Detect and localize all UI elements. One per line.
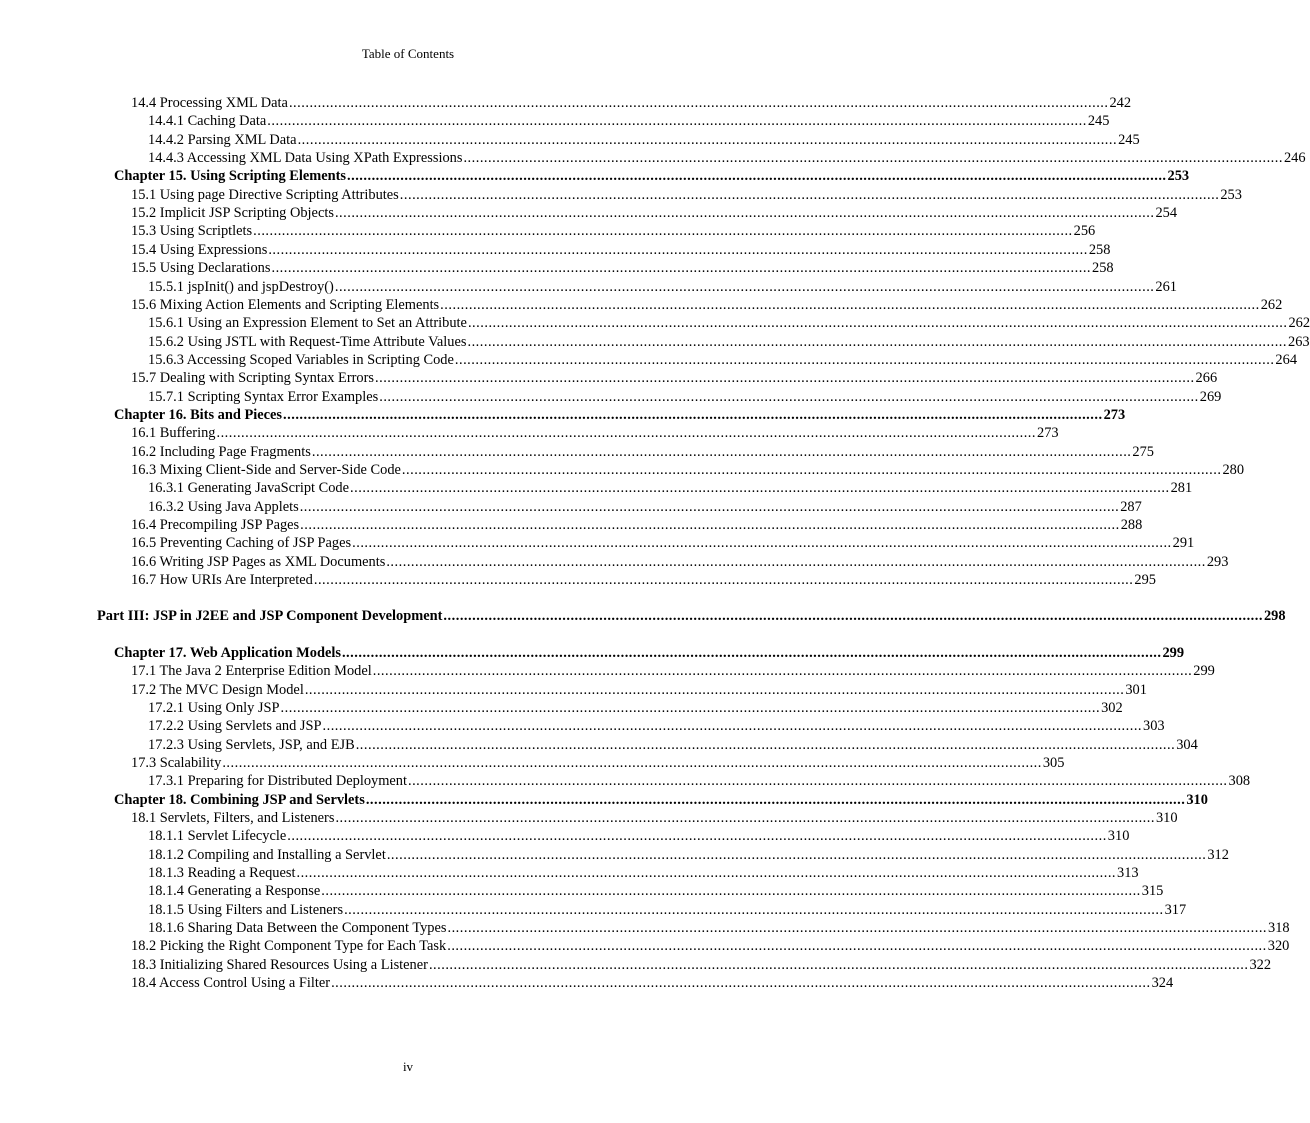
toc-entry-title: 14.4.1 Caching Data (148, 113, 267, 129)
toc-entry-title: 18.1.3 Reading a Request (148, 865, 296, 881)
toc-entry-page: 261 (1155, 279, 1177, 295)
toc-entry[interactable] (131, 534, 1195, 552)
toc-entry-title: 18.1.2 Compiling and Installing a Servlet (148, 847, 386, 863)
toc-dot-leader: ........................................................................................................................................................................................................ (267, 113, 1087, 129)
toc-entry-title: 18.3 Initializing Shared Resources Using a Listener (131, 957, 428, 973)
toc-entry-title: Chapter 18. Combining JSP and Servlets (114, 792, 365, 808)
toc-entry-page: 273 (1037, 425, 1059, 441)
toc-entry-page: 299 (1193, 663, 1215, 679)
toc-entry-page: 263 (1288, 334, 1310, 350)
toc-entry-title: 15.6 Mixing Action Elements and Scripting Elements (131, 297, 440, 313)
toc-entry[interactable] (131, 222, 1096, 240)
toc-entry[interactable] (131, 571, 1156, 589)
toc-dot-leader: ........................................................................................................................................................................................................ (352, 535, 1172, 551)
toc-entry[interactable] (131, 94, 1132, 112)
toc-entry-title: 16.3.1 Generating JavaScript Code (148, 480, 350, 496)
toc-entry-title: 15.4 Using Expressions (131, 242, 268, 258)
toc-entry-title: Part III: JSP in J2EE and JSP Component Development (97, 608, 443, 624)
toc-entry[interactable] (131, 974, 1174, 992)
toc-entry[interactable] (131, 424, 1059, 442)
toc-entry-title: 16.4 Precompiling JSP Pages (131, 517, 300, 533)
toc-dot-leader: ........................................................................................................................................................................................................ (447, 938, 1267, 954)
toc-entry-page: 264 (1275, 352, 1298, 368)
toc-entry-page: 258 (1092, 260, 1114, 276)
toc-dot-leader: ........................................................................................................................................................................................................ (271, 260, 1092, 276)
toc-entry-page: 324 (1151, 975, 1174, 991)
toc-dot-leader: ........................................................................................................................................................................................................ (322, 718, 1143, 734)
toc-entry-page: 315 (1141, 883, 1164, 899)
toc-entry[interactable] (148, 864, 1139, 882)
toc-entry[interactable] (131, 662, 1215, 680)
toc-dot-leader: ........................................................................................................................................................................................................ (313, 572, 1134, 588)
toc-entry[interactable] (148, 772, 1251, 790)
toc-entry[interactable] (131, 369, 1218, 387)
toc-dot-leader: ........................................................................................................................................................................................................ (372, 663, 1193, 679)
toc-entry-page: 287 (1120, 499, 1142, 515)
toc-entry-page: 298 (1263, 608, 1286, 624)
toc-dot-leader: ........................................................................................................................................................................................................ (386, 554, 1206, 570)
toc-entry[interactable] (131, 754, 1065, 772)
toc-entry-page: 266 (1195, 370, 1218, 386)
toc-entry-title: 16.2 Including Page Fragments (131, 444, 311, 460)
toc-entry-page: 310 (1186, 792, 1208, 808)
toc-entry[interactable] (148, 112, 1110, 130)
toc-dot-leader: ........................................................................................................................................................................................................ (447, 920, 1268, 936)
toc-entry-page: 262 (1260, 297, 1283, 313)
toc-entry-page: 253 (1167, 168, 1190, 184)
page-number: iv (402, 1059, 414, 1074)
toc-entry-page: 318 (1268, 920, 1290, 936)
toc-entry-page: 256 (1073, 223, 1096, 239)
toc-entry-page: 242 (1109, 95, 1132, 111)
toc-entry-title: 17.2.3 Using Servlets, JSP, and EJB (148, 737, 355, 753)
toc-entry[interactable] (148, 846, 1229, 864)
toc-entry-title: 17.1 The Java 2 Enterprise Edition Model (131, 663, 372, 679)
toc-dot-leader: ........................................................................................................................................................................................................ (347, 168, 1167, 184)
toc-entry[interactable] (148, 827, 1130, 845)
toc-entry-title: 16.3.2 Using Java Applets (148, 499, 299, 515)
toc-dot-leader: ........................................................................................................................................................................................................ (350, 480, 1170, 496)
toc-entry[interactable] (148, 882, 1164, 900)
toc-entry[interactable] (148, 333, 1310, 351)
toc-entry-page: 269 (1199, 389, 1222, 405)
toc-entry-page: 301 (1125, 682, 1147, 698)
toc-dot-leader: ........................................................................................................................................................................................................ (297, 132, 1118, 148)
toc-entry-title: 15.6.2 Using JSTL with Request-Time Attribute Values (148, 334, 467, 350)
toc-dot-leader: ........................................................................................................................................................................................................ (304, 682, 1125, 698)
toc-entry-title: 18.1.4 Generating a Response (148, 883, 321, 899)
toc-entry-page: 281 (1170, 480, 1193, 496)
toc-entry-title: 15.6.1 Using an Expression Element to Set an Attribute (148, 315, 467, 331)
toc-entry-page: 302 (1101, 700, 1123, 716)
toc-dot-leader: ........................................................................................................................................................................................................ (375, 370, 1195, 386)
toc-entry[interactable] (148, 717, 1165, 735)
toc-dot-leader: ........................................................................................................................................................................................................ (280, 700, 1101, 716)
toc-entry-page: 310 (1107, 828, 1130, 844)
toc-entry-title: 17.2.2 Using Servlets and JSP (148, 718, 322, 734)
toc-entry-page: 245 (1087, 113, 1110, 129)
toc-dot-leader: ........................................................................................................................................................................................................ (386, 847, 1207, 863)
toc-entry[interactable] (131, 681, 1147, 699)
toc-entry-title: Chapter 17. Web Application Models (114, 645, 341, 661)
toc-entry-page: 273 (1103, 407, 1126, 423)
toc-entry-page: 245 (1118, 132, 1140, 148)
toc-dot-leader: ........................................................................................................................................................................................................ (355, 737, 1176, 753)
toc-part-entry[interactable] (97, 607, 1286, 625)
toc-entry[interactable] (148, 149, 1306, 167)
toc-entry-title: 17.2.1 Using Only JSP (148, 700, 280, 716)
toc-entry-page: 304 (1176, 737, 1198, 753)
toc-dot-leader: ........................................................................................................................................................................................................ (299, 499, 1120, 515)
toc-entry-page: 246 (1283, 150, 1306, 166)
toc-entry[interactable] (131, 296, 1283, 314)
toc-dot-leader: ........................................................................................................................................................................................................ (443, 608, 1263, 624)
toc-entry-title: 15.6.3 Accessing Scoped Variables in Scripting Code (148, 352, 454, 368)
toc-entry-page: 308 (1228, 773, 1251, 789)
toc-entry-title: 15.5 Using Declarations (131, 260, 271, 276)
toc-dot-leader: ........................................................................................................................................................................................................ (407, 773, 1228, 789)
toc-entry[interactable] (131, 186, 1242, 204)
toc-dot-leader: ........................................................................................................................................................................................................ (399, 187, 1220, 203)
toc-entry-title: 17.3 Scalability (131, 755, 222, 771)
toc-entry-title: 14.4.3 Accessing XML Data Using XPath Expressions (148, 150, 463, 166)
toc-entry-title: 14.4.2 Parsing XML Data (148, 132, 297, 148)
toc-dot-leader: ........................................................................................................................................................................................................ (268, 242, 1088, 258)
toc-dot-leader: ........................................................................................................................................................................................................ (253, 223, 1073, 239)
toc-entry[interactable] (148, 901, 1187, 919)
toc-entry-page: 313 (1117, 865, 1139, 881)
toc-entry-title: 18.1 Servlets, Filters, and Listeners (131, 810, 335, 826)
toc-entry-page: 303 (1143, 718, 1165, 734)
toc-entry[interactable] (131, 204, 1178, 222)
toc-entry[interactable] (148, 919, 1290, 937)
toc-dot-leader: ........................................................................................................................................................................................................ (334, 205, 1155, 221)
toc-entry-page: 305 (1042, 755, 1065, 771)
toc-dot-leader: ........................................................................................................................................................................................................ (365, 792, 1186, 808)
toc-dot-leader: ........................................................................................................................................................................................................ (216, 425, 1036, 441)
toc-chapter-entry[interactable] (114, 644, 1185, 662)
toc-entry-title: 16.6 Writing JSP Pages as XML Documents (131, 554, 386, 570)
toc-entry[interactable] (131, 516, 1143, 534)
page-header: Table of Contents (361, 46, 455, 61)
toc-dot-leader: ........................................................................................................................................................................................................ (300, 517, 1120, 533)
toc-entry-title: 15.7 Dealing with Scripting Syntax Errors (131, 370, 375, 386)
toc-entry[interactable] (148, 314, 1310, 332)
toc-dot-leader: ........................................................................................................................................................................................................ (344, 902, 1164, 918)
toc-dot-leader: ........................................................................................................................................................................................................ (341, 645, 1162, 661)
toc-entry-page: 320 (1267, 938, 1290, 954)
toc-entry-page: 275 (1132, 444, 1154, 460)
toc-entry-title: 17.3.1 Preparing for Distributed Deployment (148, 773, 407, 789)
toc-dot-leader: ........................................................................................................................................................................................................ (428, 957, 1249, 973)
toc-entry-page: 310 (1155, 810, 1178, 826)
toc-entry-page: 253 (1220, 187, 1242, 203)
toc-dot-leader: ........................................................................................................................................................................................................ (331, 975, 1151, 991)
toc-entry[interactable] (148, 498, 1142, 516)
toc-dot-leader: ........................................................................................................................................................................................................ (335, 810, 1155, 826)
toc-entry[interactable] (148, 699, 1123, 717)
toc-entry-title: 15.2 Implicit JSP Scripting Objects (131, 205, 334, 221)
toc-entry-page: 295 (1134, 572, 1156, 588)
toc-dot-leader: ........................................................................................................................................................................................................ (287, 828, 1107, 844)
toc-dot-leader: ........................................................................................................................................................................................................ (222, 755, 1042, 771)
toc-entry-title: 18.2 Picking the Right Component Type for Each Task (131, 938, 447, 954)
toc-entry-title: 18.1.1 Servlet Lifecycle (148, 828, 287, 844)
toc-entry[interactable] (148, 278, 1177, 296)
toc-entry-page: 312 (1207, 847, 1229, 863)
toc-dot-leader: ........................................................................................................................................................................................................ (283, 407, 1103, 423)
toc-entry-page: 322 (1249, 957, 1272, 973)
toc-entry-title: 16.3 Mixing Client-Side and Server-Side Code (131, 462, 401, 478)
toc-entry-title: 16.1 Buffering (131, 425, 216, 441)
toc-entry[interactable] (131, 553, 1229, 571)
toc-entry[interactable] (148, 388, 1222, 406)
toc-dot-leader: ........................................................................................................................................................................................................ (311, 444, 1132, 460)
toc-entry[interactable] (131, 956, 1272, 974)
toc-dot-leader: ........................................................................................................................................................................................................ (454, 352, 1275, 368)
toc-entry-page: 293 (1206, 554, 1229, 570)
toc-entry[interactable] (148, 479, 1193, 497)
toc-chapter-entry[interactable] (114, 791, 1208, 809)
toc-entry-title: 17.2 The MVC Design Model (131, 682, 304, 698)
toc-entry[interactable] (131, 241, 1111, 259)
toc-dot-leader: ........................................................................................................................................................................................................ (334, 279, 1155, 295)
toc-entry-title: 15.7.1 Scripting Syntax Error Examples (148, 389, 379, 405)
toc-entry-title: 16.7 How URIs Are Interpreted (131, 572, 313, 588)
toc-entry[interactable] (131, 259, 1114, 277)
toc-entry-page: 254 (1155, 205, 1178, 221)
toc-dot-leader: ........................................................................................................................................................................................................ (288, 95, 1109, 111)
toc-entry[interactable] (131, 443, 1154, 461)
toc-dot-leader: ........................................................................................................................................................................................................ (379, 389, 1199, 405)
toc-entry-page: 317 (1164, 902, 1187, 918)
toc-entry-title: Chapter 16. Bits and Pieces (114, 407, 283, 423)
toc-dot-leader: ........................................................................................................................................................................................................ (440, 297, 1260, 313)
toc-entry-title: 18.1.6 Sharing Data Between the Component Types (148, 920, 447, 936)
toc-chapter-entry[interactable] (114, 167, 1190, 185)
toc-chapter-entry[interactable] (114, 406, 1126, 424)
toc-entry[interactable] (148, 351, 1298, 369)
toc-entry-page: 258 (1088, 242, 1111, 258)
toc-entry[interactable] (131, 461, 1245, 479)
toc-dot-leader: ........................................................................................................................................................................................................ (467, 334, 1287, 350)
toc-entry-title: 18.4 Access Control Using a Filter (131, 975, 331, 991)
toc-entry[interactable] (148, 736, 1198, 754)
toc-entry-page: 291 (1172, 535, 1195, 551)
toc-dot-leader: ........................................................................................................................................................................................................ (467, 315, 1288, 331)
toc-entry-title: Chapter 15. Using Scripting Elements (114, 168, 346, 184)
toc-entry-page: 288 (1120, 517, 1143, 533)
toc-dot-leader: ........................................................................................................................................................................................................ (321, 883, 1141, 899)
toc-entry-title: 15.5.1 jspInit() and jspDestroy() (148, 279, 334, 295)
toc-entry[interactable] (148, 131, 1140, 149)
toc-entry-title: 16.5 Preventing Caching of JSP Pages (131, 535, 352, 551)
toc-entry-page: 299 (1162, 645, 1185, 661)
toc-entry[interactable] (131, 809, 1178, 827)
toc-entry-title: 14.4 Processing XML Data (131, 95, 288, 111)
toc-dot-leader: ........................................................................................................................................................................................................ (296, 865, 1117, 881)
toc-entry-page: 280 (1222, 462, 1245, 478)
toc-entry-title: 18.1.5 Using Filters and Listeners (148, 902, 344, 918)
toc-entry-page: 262 (1288, 315, 1310, 331)
toc-entry[interactable] (131, 937, 1290, 955)
toc-dot-leader: ........................................................................................................................................................................................................ (463, 150, 1283, 166)
toc-dot-leader: ........................................................................................................................................................................................................ (401, 462, 1222, 478)
toc-entry-title: 15.3 Using Scriptlets (131, 223, 253, 239)
toc-entry-title: 15.1 Using page Directive Scripting Attributes (131, 187, 399, 203)
